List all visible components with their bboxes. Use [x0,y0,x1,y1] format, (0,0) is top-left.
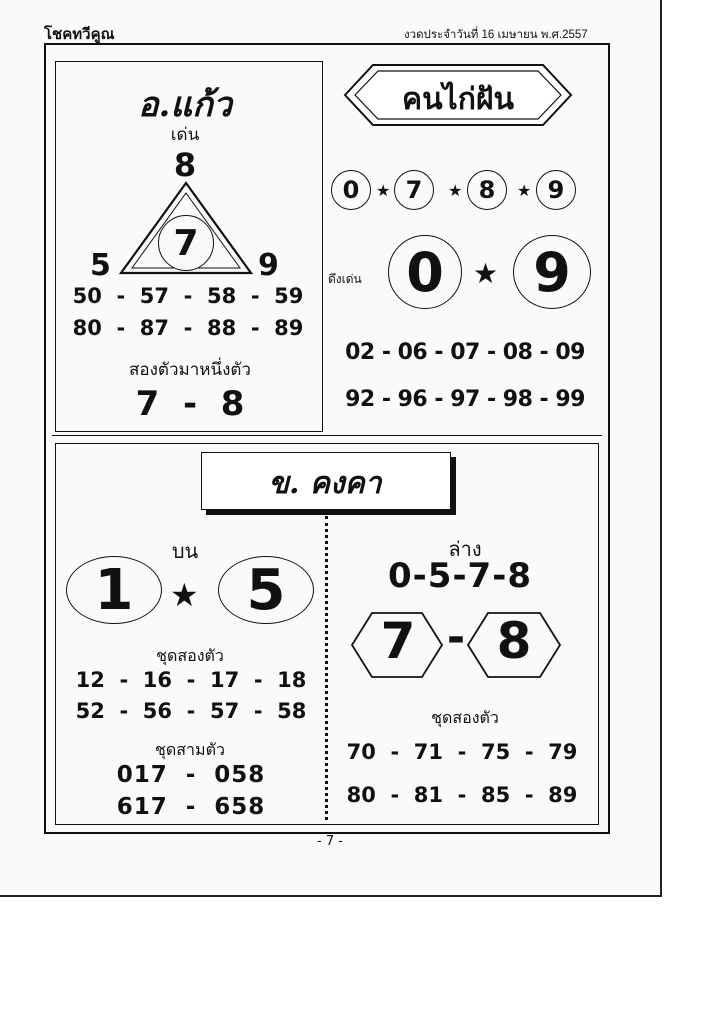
lower-two-label: ชุดสองตัว [431,708,499,727]
magazine-title: โชคทวีคูณ [44,25,115,43]
upper-two-row-2: 52 - 56 - 57 - 58 [75,699,307,723]
left-panel-name: อ.แก้ว [138,85,232,125]
left-panel-subtitle: เด่น [170,125,200,145]
bottom-panel-name: ข. คงคา [268,466,382,501]
featured-digit-1: 0 [388,235,462,309]
draw-date: งวดประจำวันที่ 16 เมษายน พ.ศ.2557 [404,29,588,41]
star-icon: ★ [170,576,199,614]
triangle-center-digit: 7 [158,215,214,271]
lower-pair-digit-2: 8 [496,612,532,670]
upper-digit-2: 5 [218,556,314,624]
right-row-2: 92 - 96 - 97 - 98 - 99 [345,387,585,412]
featured-digit-2: 9 [513,235,591,309]
right-digit-2: 7 [394,170,434,210]
triangle-right-digit: 9 [258,248,279,283]
page-number: - 7 - [317,834,343,849]
section-divider [52,435,602,436]
star-icon: ★ [473,257,499,290]
right-digit-4: 9 [536,170,576,210]
lower-label: ล่าง [448,537,482,561]
upper-two-row-1: 12 - 16 - 17 - 18 [75,668,307,692]
lower-pair-dash: - [446,612,466,663]
triangle-top-digit: 8 [173,146,197,184]
triangle-left-digit: 5 [90,248,111,283]
lower-two-row-2: 80 - 81 - 85 - 89 [346,783,578,807]
lower-pair-digit-1: 7 [380,612,416,670]
left-row-1: 50 - 57 - 58 - 59 [72,284,304,308]
upper-three-row-2: 617 - 658 [116,794,266,820]
featured-label: ดึงเด่น [328,272,362,286]
lower-two-row-1: 70 - 71 - 75 - 79 [346,740,578,764]
star-icon: ★ [376,181,391,200]
upper-label: บน [171,539,199,563]
right-panel-name: คนไก่ฝัน [402,82,514,117]
upper-three-label: ชุดสามตัว [155,740,225,759]
two-from-one-value: 7 - 8 [135,384,245,424]
star-icon: ★ [448,181,463,200]
upper-three-row-1: 017 - 058 [116,762,266,788]
right-row-1: 02 - 06 - 07 - 08 - 09 [345,340,585,365]
two-from-one-label: สองตัวมาหนึ่งตัว [129,360,251,380]
right-digit-1: 0 [331,170,371,210]
right-digit-3: 8 [467,170,507,210]
upper-two-label: ชุดสองตัว [156,646,224,665]
column-divider [325,516,328,820]
star-icon: ★ [517,181,532,200]
upper-digit-1: 1 [66,556,162,624]
lower-digits: 0-5-7-8 [388,556,532,596]
left-row-2: 80 - 87 - 88 - 89 [72,316,304,340]
